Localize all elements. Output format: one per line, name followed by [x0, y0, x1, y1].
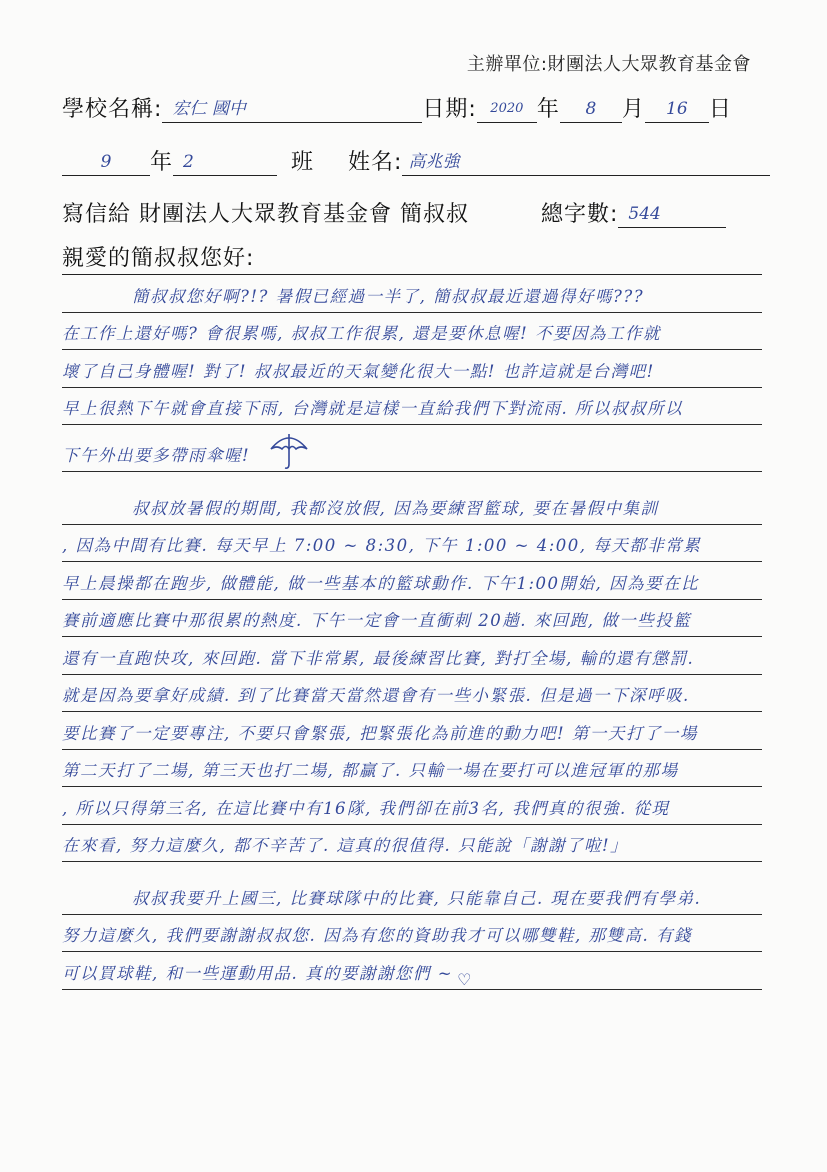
- letter-line: 要比賽了一定要專注, 不要只會緊張, 把緊張化為前進的動力吧! 第一天打了一場: [62, 712, 762, 750]
- class-value: 2: [183, 152, 194, 172]
- greeting: 親愛的簡叔叔您好:: [62, 246, 255, 271]
- letter-line: 在來看, 努力這麼久, 都不辛苦了. 這真的很值得. 只能說「謝謝了啦!」: [62, 825, 762, 863]
- letter-line: 簡叔叔您好啊?!? 暑假已經過一半了, 簡叔叔最近還過得好嗎???: [62, 275, 762, 313]
- year-label: 年: [536, 97, 560, 122]
- greeting-row: [62, 244, 762, 275]
- name-label: 姓名:: [348, 150, 403, 175]
- letter-line: 叔叔我要升上國三, 比賽球隊中的比賽, 只能靠自己. 現在要我們有學弟.: [62, 877, 762, 915]
- word-count-value: 544: [628, 204, 661, 224]
- word-count-field[interactable]: [618, 197, 726, 228]
- recipient-label: 寫信給 財團法人大眾教育基金會 簡叔叔: [62, 202, 469, 227]
- school-value: 宏仁 國中: [172, 99, 246, 119]
- day-label: 日: [708, 97, 732, 122]
- letter-line: 早上晨操都在跑步, 做體能, 做一些基本的籃球動作. 下午1:00開始, 因為要在比: [62, 562, 762, 600]
- letter-line: 壞了自己身體喔! 對了! 叔叔最近的天氣變化很大一點! 也許這就是台灣吧!: [62, 350, 762, 388]
- year-value: 2020: [490, 101, 524, 116]
- recipient-row: [62, 197, 726, 228]
- letter-line: , 所以只得第三名, 在這比賽中有16隊, 我們卻在前3名, 我們真的很強. 從現: [62, 787, 762, 825]
- month-label: 月: [621, 97, 645, 122]
- day-value: 16: [666, 99, 688, 119]
- grade-label: 年: [150, 150, 174, 175]
- name-value: 高兆強: [408, 152, 460, 172]
- year-field[interactable]: [477, 92, 537, 123]
- letter-line: 還有一直跑快攻, 來回跑. 當下非常累, 最後練習比賽, 對打全場, 輸的還有懲罰.: [62, 637, 762, 675]
- class-field[interactable]: [173, 145, 277, 176]
- school-field[interactable]: [162, 92, 422, 123]
- month-value: 8: [585, 99, 597, 119]
- letter-body: [62, 275, 762, 990]
- date-label: 日期:: [422, 97, 477, 122]
- grade-class-row: [62, 145, 770, 176]
- school-date-row: [62, 92, 732, 123]
- school-label: 學校名稱:: [62, 97, 163, 122]
- organizer-label: 主辦單位:財團法人大眾教育基金會: [466, 54, 751, 75]
- letter-line: 叔叔放暑假的期間, 我都沒放假, 因為要練習籃球, 要在暑假中集訓: [62, 487, 762, 525]
- grade-value: 9: [100, 152, 112, 172]
- letter-line: 早上很熱下午就會直接下雨, 台灣就是這樣一直給我們下對流雨. 所以叔叔所以: [62, 388, 762, 426]
- letter-line: , 因為中間有比賽. 每天早上 7:00 ~ 8:30, 下午 1:00 ~ 4:00, 每天都非常累: [62, 525, 762, 563]
- umbrella-icon: [268, 431, 310, 471]
- letter-line: 努力這麼久, 我們要謝謝叔叔您. 因為有您的資助我才可以哪雙鞋, 那雙高. 有錢: [62, 915, 762, 953]
- letter-line: 可以買球鞋, 和一些運動用品. 真的要謝謝您們 ~ ♡: [62, 952, 762, 990]
- grade-field[interactable]: [62, 145, 150, 176]
- letter-line: 賽前適應比賽中那很累的熱度. 下午一定會一直衝刺 20趟. 來回跑, 做一些投籃: [62, 600, 762, 638]
- day-field[interactable]: [645, 92, 709, 123]
- letter-line: 在工作上還好嗎? 會很累嗎, 叔叔工作很累, 還是要休息喔! 不要因為工作就: [62, 313, 762, 351]
- class-label: 班: [291, 150, 315, 175]
- word-count-label: 總字數:: [541, 202, 619, 227]
- letter-line: 就是因為要拿好成績. 到了比賽當天當然還會有一些小緊張. 但是過一下深呼吸.: [62, 675, 762, 713]
- heart-icon: ♡: [457, 969, 472, 989]
- month-field[interactable]: [560, 92, 622, 123]
- name-field[interactable]: [402, 145, 770, 176]
- letter-line: 下午外出要多帶雨傘喔!: [62, 425, 762, 472]
- letter-line: 第二天打了二場, 第三天也打二場, 都贏了. 只輸一場在要打可以進冠軍的那場: [62, 750, 762, 788]
